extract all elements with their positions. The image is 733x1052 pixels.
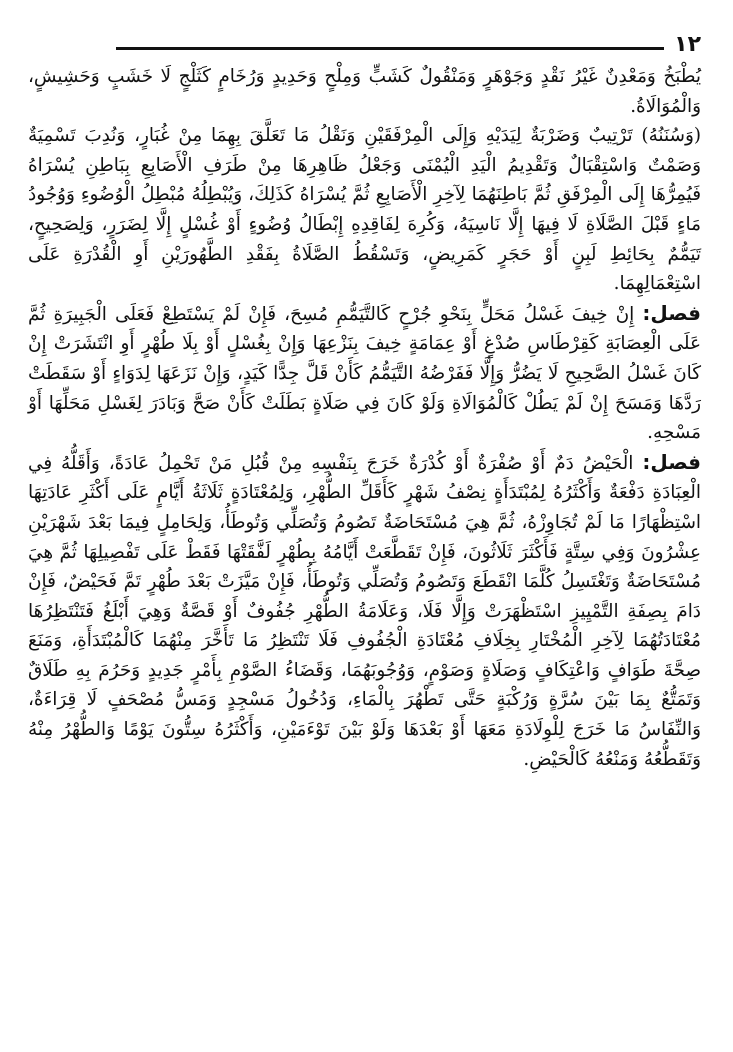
header-rule [116,47,664,50]
paragraph-hayd [28,448,701,775]
paragraph-tayammum-sunan [28,121,701,299]
paragraph-text: يُطْبَخُ وَمَعْدِنٌ غَيْرُ نَقْدٍ وَجَوْهَرٍ وَمَنْقُولٌ كَشَبٍّ وَمِلْحٍ وَحَدِيدٍ وَرُخَامٍ كَثَلْجٍ لَا خَشَبٍ وَحَشِيشٍ، وَالْمُوَالَاةُ. [28,66,701,117]
paragraph-text: الْحَيْضُ دَمٌ أَوْ صُفْرَةٌ أَوْ كُدْرَةٌ خَرَجَ بِنَفْسِهِ مِنْ قُبُلِ مَنْ تَحْمِلُ عَادَةً، وَأَقَلُّهُ فِي الْعِبَادَةِ دَفْعَةٌ وَأَكْثَرُهُ لِمُبْتَدَأَةٍ نِصْفُ شَهْرٍ كَأَقَلِّ الطُّهْرِ، وَلِمُعْتَادَةٍ ثَلَاثَةُ أَيَّامٍ عَلَى أَكْثَرِ عَادَتِهَا اسْتِظْهَارًا مَا لَمْ تُجَاوِزْهُ، ثُمَّ هِيَ مُسْتَحَاضَةٌ تَصُومُ وَتُصَلِّي وَتُوطَأُ، وَلِحَامِلٍ فِيمَا بَعْدَ شَهْرَيْنِ عِشْرُونَ وَفِي سِتَّةٍ فَأَكْثَرَ ثَلَاثُونَ، فَإِنْ تَقَطَّعَتْ أَيَّامُهُ بِطُهْرٍ لَفَّقَتْهَا فَقَطْ عَلَى تَفْصِيلِهَا ثُمَّ هِيَ مُسْتَحَاضَةٌ وَتَغْتَسِلُ كُلَّمَا انْقَطَعَ وَتَصُومُ وَتُصَلِّي وَتُوطَأُ، فَإِنْ مَيَّزَتْ بَعْدَ طُهْرٍ تَمَّ فَحَيْضٌ، فَإِنْ دَامَ بِصِفَةِ التَّمْيِيزِ اسْتَظْهَرَتْ وَإِلَّا فَلَا، وَعَلَامَةُ الطُّهْرِ جُفُوفٌ أَوْ قَصَّةٌ وَهِيَ أَبْلَغُ فَتَنْتَظِرُهَا مُعْتَادَتُهُمَا لِآخِرِ الْمُخْتَارِ بِخِلَافِ مُعْتَادَةِ الْجُفُوفِ فَلَا تَنْتَظِرُ مَا تَأَخَّرَ مِنْهُمَا كَالْمُبْتَدَأَةِ، وَمَنَعَ صِحَّةَ طَوَافٍ وَاعْتِكَافٍ وَصَلَاةٍ وَصَوْمٍ، وَوُجُوبَهُمَا، وَقَضَاءُ الصَّوْمِ بِأَمْرٍ جَدِيدٍ وَحَرُمَ بِهِ طَلَاقٌ وَتَمَتُّعٌ بِمَا بَيْنَ سُرَّةٍ وَرُكْبَةٍ حَتَّى تَطْهُرَ بِالْمَاءِ، وَدُخُولُ مَسْجِدٍ وَمَسُّ مُصْحَفٍ لَا قِرَاءَةٌ، وَالنِّفَاسُ مَا خَرَجَ لِلْوِلَادَةِ مَعَهَا أَوْ بَعْدَهَا وَلَوْ بَيْنَ تَوْءَمَيْنِ، وَأَكْثَرُهُ سِتُّونَ يَوْمًا وَالطُّهْرُ مِنْهُ وَتَقَطُّعُهُ وَمَنْعُهُ كَالْحَيْضِ. [28,452,701,770]
paragraph-text: (وَسُنَنُهُ) تَرْتِيبٌ وَضَرْبَةٌ لِيَدَيْهِ وَإِلَى الْمِرْفَقَيْنِ وَنَقْلُ مَا تَعَلَّقَ بِهِمَا مِنْ غُبَارٍ، وَنُدِبَ تَسْمِيَةٌ وَصَمْتٌ وَاسْتِقْبَالٌ وَتَقْدِيمُ الْيَدِ الْيُمْنَى وَجَعْلُ ظَاهِرِهَا مِنْ طَرَفِ الْأَصَابِعِ بِبَاطِنِ يُسْرَاهُ فَيُمِرُّهَا إِلَى الْمِرْفَقِ ثُمَّ بَاطِنَهُمَا لِآخِرِ الْأَصَابِعِ ثُمَّ يُسْرَاهُ كَذَلِكَ، وَيُبْطِلُهُ مُبْطِلُ الْوُضُوءِ وَوُجُودُ مَاءٍ قَبْلَ الصَّلَاةِ لَا فِيهَا إِلَّا نَاسِيَهُ، وَكُرِهَ لِفَاقِدِهِ إِبْطَالُ وُضُوءٍ أَوْ غُسْلٍ إِلَّا لِضَرَرٍ، وَلِصَحِيحٍ، تَيَمُّمٌ بِحَائِطِ لَبِنٍ أَوْ حَجَرٍ كَمَرِيضٍ، وَتَسْقُطُ الصَّلَاةُ بِفَقْدِ الطَّهُورَيْنِ أَوِ الْقُدْرَةِ عَلَى اسْتِعْمَالِهِمَا. [28,125,701,295]
body-text [28,62,701,774]
section-heading: فصل: [642,449,701,474]
paragraph-materials-continuation [28,62,701,121]
page-header [28,28,701,56]
section-heading: فصل: [642,300,701,325]
paragraph-text: إِنْ خِيفَ غَسْلُ مَحَلٍّ بِنَحْوِ جُرْحٍ كَالتَّيَمُّمِ مُسِحَ، فَإِنْ لَمْ يَسْتَطِعْ فَعَلَى الْجَبِيرَةِ ثُمَّ عَلَى الْعِصَابَةِ كَقِرْطَاسِ صُدْغٍ أَوْ عِمَامَةٍ خِيفَ بِنَزْعِهَا وَإِنْ بِغُسْلٍ أَوْ بِلَا طُهْرٍ أَوِ انْتَشَرَتْ إِنْ كَانَ غَسْلُ الصَّحِيحِ لَا يَضُرُّ وَإِلَّا فَفَرْضُهُ التَّيَمُّمُ كَأَنْ قَلَّ جِدًّا كَيَدٍ، وَإِنْ نَزَعَهَا لِدَوَاءٍ أَوْ سَقَطَتْ رَدَّهَا وَمَسَحَ إِنْ لَمْ يَطُلْ كَالْمُوَالَاةِ وَلَوْ كَانَ فِي صَلَاةٍ بَطَلَتْ كَأَنْ صَحَّ وَبَادَرَ لِغَسْلِ مَحَلِّهَا أَوْ مَسْحِهِ. [28,303,701,444]
page-number: ١٢ [674,32,701,57]
paragraph-jabira [28,299,701,448]
